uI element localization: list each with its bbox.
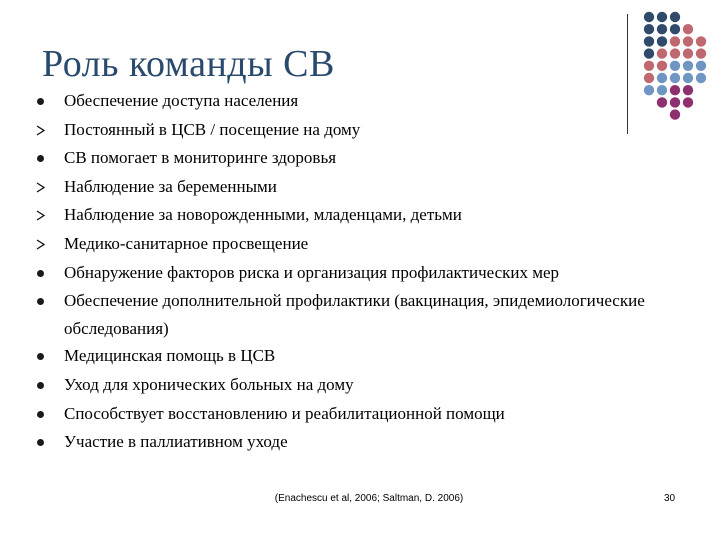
bullet-item [0,287,720,342]
decor-dot [683,36,693,46]
bullet-item [0,173,720,202]
bullet-text: Наблюдение за беременными [64,176,277,196]
bullet-text: Обеспечение доступа населения [64,91,299,110]
dot-bullet-icon [36,342,46,371]
decor-dot [644,36,654,46]
bullet-item [0,144,720,173]
decor-dot [657,61,667,71]
bullet-text: Участие в паллиативном уходе [64,432,288,452]
decor-dot [683,61,693,71]
bullet-item [0,87,720,116]
bullet-list [0,87,720,457]
arrow-bullet-icon [36,230,46,259]
arrow-bullet-icon [36,201,46,230]
decor-dot [683,73,693,83]
dot-bullet-icon [36,144,46,173]
dot-bullet-icon [36,400,46,429]
decor-dot [696,61,706,71]
decor-dot [696,73,706,83]
dot-bullet-icon [36,371,46,400]
bullet-text: Медико-санитарное просвещение [64,233,309,253]
bullet-text: Обеспечение дополнительной профилактики (вакцинация, эпидемиологические обследования) [64,291,645,338]
bullet-item [0,371,720,400]
arrow-bullet-icon [36,116,46,145]
arrow-bullet-icon [36,173,46,202]
dot-bullet-icon [36,87,46,116]
bullet-item [0,259,720,288]
decor-dot [644,48,654,58]
bullet-text: Наблюдение за новорожденными, младенцами, детьми [64,205,462,225]
decor-dot [657,73,667,83]
decor-dot [683,48,693,58]
dot-bullet-icon [36,259,46,288]
bullet-text: Постоянный в ЦСВ / посещение на дому [64,119,361,139]
bullet-item [0,400,720,429]
decor-dot [644,12,654,22]
decor-dot [657,36,667,46]
bullet-item [0,230,720,259]
slide-title: Роль команды СВ [42,43,335,85]
decor-dot [670,36,680,46]
bullet-item [0,201,720,230]
decor-dot [657,24,667,34]
decor-dot [657,12,667,22]
decor-dot [644,24,654,34]
bullet-text: СВ помогает в мониторинге здоровья [64,148,337,168]
decor-dot [670,12,680,22]
decor-dot [696,48,706,58]
dot-bullet-icon [36,287,46,316]
bullet-item [0,116,720,145]
decor-dot [670,73,680,83]
bullet-text: Обнаружение факторов риска и организация профилактических мер [64,262,560,282]
decor-dot [670,24,680,34]
decor-dot [683,24,693,34]
decor-dot [696,36,706,46]
page-number: 30 [664,493,676,504]
citation: (Enachescu et al, 2006; Saltman, D. 2006) [274,493,464,504]
bullet-text: Способствует восстановлению и реабилитационной помощи [64,403,505,423]
bullet-text: Уход для хронических больных на дому [64,374,354,394]
dot-bullet-icon [36,428,46,457]
decor-dot [670,61,680,71]
decor-dot [644,73,654,83]
decor-dot [657,48,667,58]
bullet-item [0,428,720,457]
decor-dot [670,48,680,58]
bullet-text: Медицинская помощь в ЦСВ [64,346,276,366]
decor-dot [644,61,654,71]
bullet-item [0,342,720,371]
